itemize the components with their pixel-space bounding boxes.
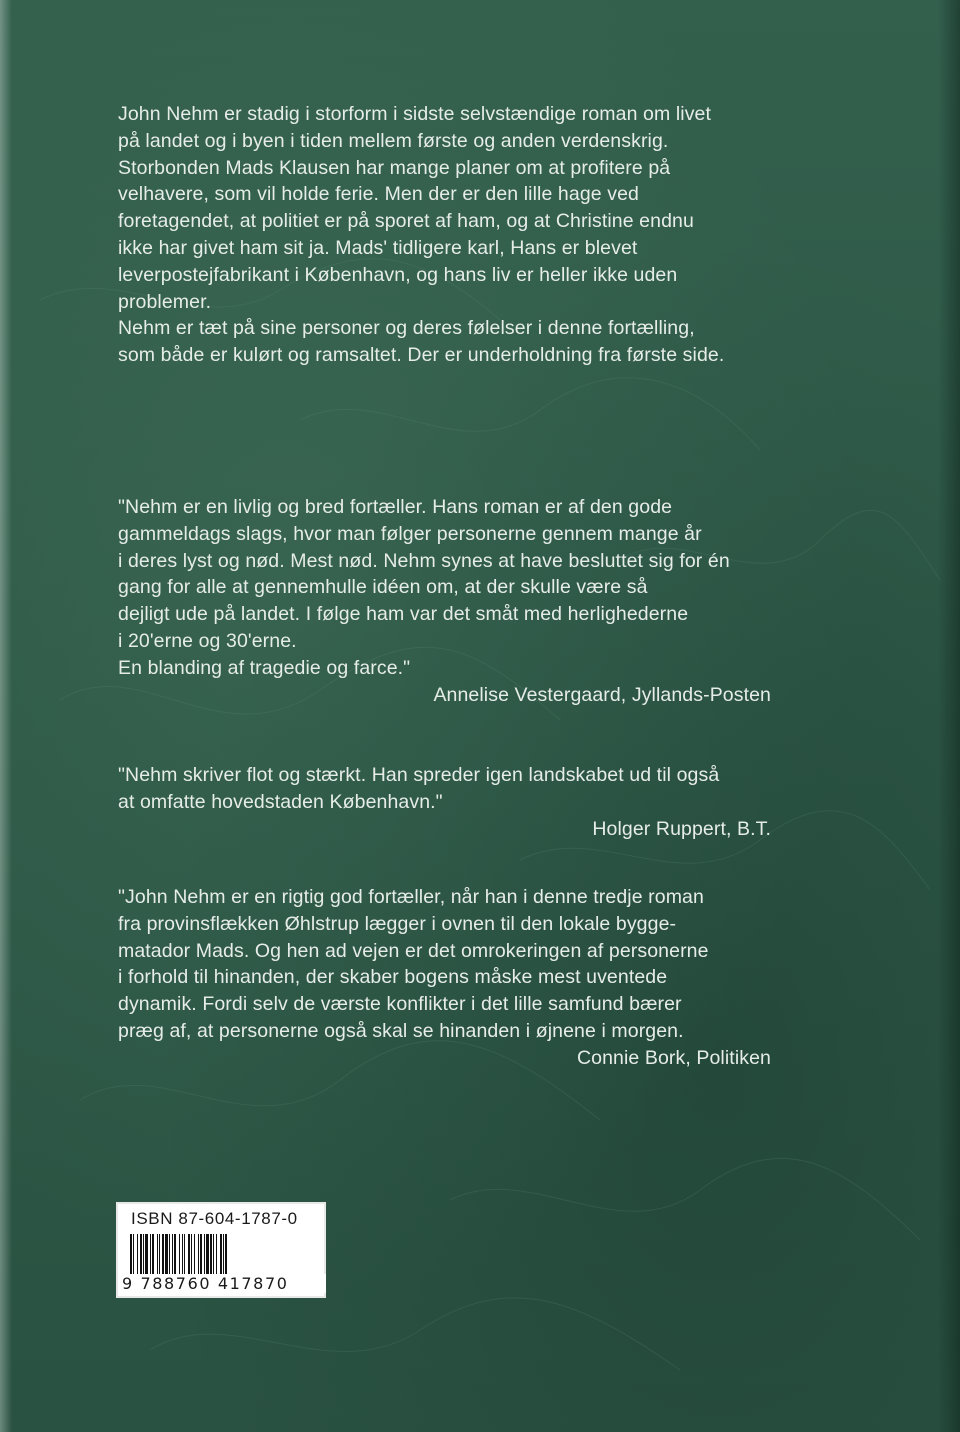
quote-attribution: Annelise Vestergaard, Jyllands-Posten bbox=[433, 683, 771, 706]
barcode-bar bbox=[150, 1234, 151, 1278]
barcode-bar bbox=[165, 1234, 168, 1278]
quote-line: præg af, at personerne også skal se hinanden i øjnene i morgen. bbox=[118, 1019, 684, 1042]
blurb-line: ikke har givet ham sit ja. Mads' tidligere karl, Hans er blevet bbox=[118, 236, 638, 259]
quote-line: "John Nehm er en rigtig god fortæller, når han i denne tredje roman bbox=[118, 886, 704, 908]
blurb-line: på landet og i byen i tiden mellem første og anden verdenskrig. bbox=[118, 129, 669, 152]
barcode-bar bbox=[137, 1234, 138, 1278]
quote-line: En blanding af tragedie og farce." bbox=[118, 656, 411, 679]
barcode-bar bbox=[194, 1234, 195, 1278]
review-quote-bt bbox=[118, 762, 778, 842]
cover-right-edge bbox=[938, 0, 960, 1432]
quote-line: i 20'erne og 30'erne. bbox=[118, 629, 297, 652]
blurb-line: Nehm er tæt på sine personer og deres følelser i denne fortælling, bbox=[118, 317, 695, 340]
quote-line: gang for alle at gennemhulle idéen om, at der skulle være så bbox=[118, 576, 648, 599]
barcode-bar bbox=[162, 1234, 164, 1278]
quote-line: "Nehm skriver flot og stærkt. Han spreder igen landskabet ud til også bbox=[118, 764, 720, 786]
barcode-bar bbox=[220, 1234, 222, 1278]
barcode-bar bbox=[198, 1234, 199, 1278]
blurb-line: John Nehm er stadig i storform i sidste selvstændige roman om livet bbox=[118, 103, 712, 125]
barcode-bar bbox=[157, 1234, 158, 1278]
barcode-bar bbox=[225, 1234, 227, 1278]
barcode-bar bbox=[174, 1234, 176, 1278]
blurb-line: velhavere, som vil holde ferie. Men der er den lille hage ved bbox=[118, 183, 639, 206]
quote-line: dejligt ude på landet. I følge ham var det småt med herlighederne bbox=[118, 603, 689, 626]
barcode-bar bbox=[152, 1234, 154, 1278]
barcode-bar bbox=[210, 1234, 212, 1278]
quote-line: i deres lyst og nød. Mest nød. Nehm synes at have besluttet sig for én bbox=[118, 549, 730, 572]
barcode-bar bbox=[169, 1234, 170, 1278]
quote-line: i forhold til hinanden, der skaber bogens måske mest uventede bbox=[118, 966, 668, 989]
cover-left-edge bbox=[0, 0, 12, 1432]
quote-line: dynamik. Fordi selv de værste konflikter i det lille samfund bærer bbox=[118, 993, 682, 1016]
isbn-barcode-block bbox=[116, 1202, 326, 1298]
barcode-digits: 9 788760 417870 bbox=[120, 1274, 326, 1293]
barcode-bar bbox=[172, 1234, 173, 1278]
quote-line: fra provinsflækken Øhlstrup lægger i ovnen til den lokale bygge- bbox=[118, 912, 677, 935]
barcode-bar bbox=[188, 1234, 190, 1278]
blurb bbox=[118, 101, 778, 369]
quote-line: "Nehm er en livlig og bred fortæller. Hans roman er af den gode bbox=[118, 496, 673, 518]
barcode-bar bbox=[213, 1234, 214, 1278]
barcode-bar bbox=[179, 1234, 180, 1278]
barcode-bar bbox=[145, 1234, 148, 1278]
barcode-bar bbox=[182, 1234, 183, 1278]
isbn-label: ISBN 87-604-1787-0 bbox=[131, 1209, 298, 1228]
blurb-line: leverpostejfabrikant i København, og hans liv er heller ikke uden bbox=[118, 263, 678, 286]
barcode-bar bbox=[130, 1234, 132, 1278]
barcode-bar bbox=[140, 1234, 142, 1278]
barcode-bar bbox=[191, 1234, 192, 1278]
barcode-bar bbox=[200, 1234, 202, 1278]
blurb-line: som både er kulørt og ramsaltet. Der er underholdning fra første side. bbox=[118, 344, 725, 367]
barcode-bar bbox=[184, 1234, 185, 1278]
barcode-bar bbox=[206, 1234, 209, 1278]
quote-line: at omfatte hovedstaden København." bbox=[118, 790, 443, 813]
quote-attribution: Connie Bork, Politiken bbox=[576, 1046, 771, 1069]
barcode-bar bbox=[159, 1234, 160, 1278]
quote-line: gammeldags slags, hvor man følger personerne gennem mange år bbox=[118, 522, 702, 545]
blurb-line: foretagendet, at politiet er på sporet af ham, og at Christine endnu bbox=[118, 210, 694, 233]
blurb-line: Storbonden Mads Klausen har mange planer om at profitere på bbox=[118, 156, 671, 179]
barcode-bar bbox=[133, 1234, 134, 1278]
barcode-bar bbox=[204, 1234, 205, 1278]
barcode-bar bbox=[143, 1234, 144, 1278]
review-quote-jyllands-posten bbox=[118, 494, 778, 708]
quote-line: matador Mads. Og hen ad vejen er det omrokeringen af personerne bbox=[118, 939, 709, 962]
blurb-line: problemer. bbox=[118, 290, 212, 313]
barcode-bar bbox=[223, 1234, 224, 1278]
review-quote-politiken bbox=[118, 884, 778, 1072]
barcode bbox=[130, 1234, 316, 1278]
quote-attribution: Holger Ruppert, B.T. bbox=[592, 817, 771, 840]
barcode-bar bbox=[216, 1234, 217, 1278]
